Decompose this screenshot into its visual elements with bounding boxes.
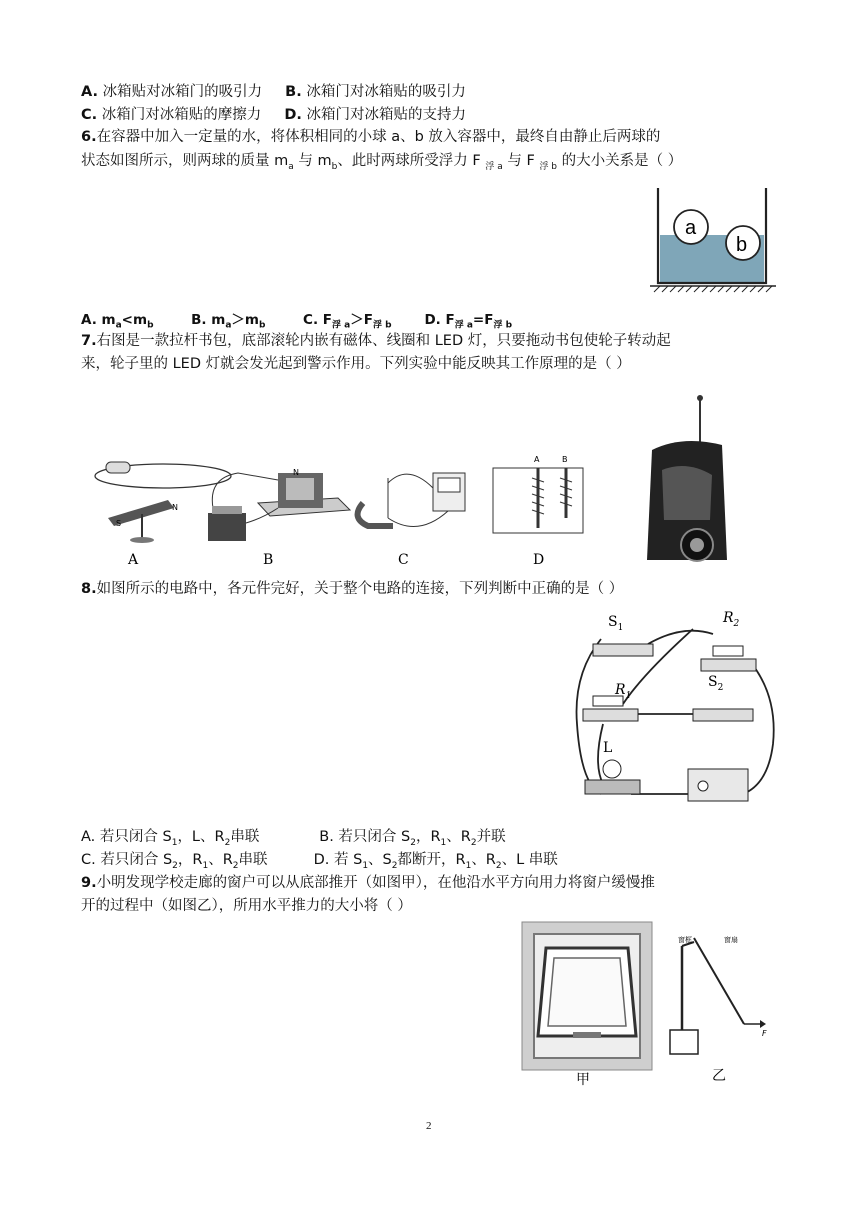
r2-label: $R_2$ — [723, 610, 740, 629]
experiment-c — [358, 473, 465, 568]
ground-hatch — [654, 286, 772, 292]
switch-s2 — [693, 709, 753, 721]
svg-text:D: D — [533, 552, 545, 568]
lamp-base — [585, 780, 640, 794]
window-sash-line — [694, 938, 744, 1024]
q7-experiments-figure — [88, 448, 618, 570]
q9-stem-line2: 开的过程中（如图乙），所用水平推力的大小将（ ） — [81, 898, 412, 914]
ball-a-label: a — [685, 217, 697, 239]
q7-stem-line2: 来，轮子里的 LED 灯就会发光起到警示作用。下列实验中能反映其工作原理的是（ ） — [81, 356, 631, 372]
switch-s1 — [593, 644, 653, 656]
svg-text:B: B — [263, 552, 274, 568]
q7-stem-line1: 7.右图是一款拉杆书包，底部滚轮内嵌有磁体、线圈和 LED 灯，只要拖动书包使轮子转动起 — [81, 333, 671, 349]
lamp-bulb — [603, 760, 621, 778]
svg-text:C: C — [398, 552, 409, 568]
resistor-r1 — [583, 709, 638, 721]
fig-yi-label: 乙 — [712, 1068, 726, 1084]
svg-text:A: A — [128, 552, 139, 568]
frame-label: 窗框 — [678, 936, 692, 944]
q8-options-row2: C. 若只闭合 $S_2$，$R_1$、$R_2$串联 D. 若 $S_1$、$S_2$都断开，$R_1$、$R_2$、L 串联 — [81, 852, 558, 871]
resistor-r2 — [701, 659, 756, 671]
q5-options-row2: C. 冰箱门对冰箱贴的摩擦力 D. 冰箱门对冰箱贴的支持力 — [81, 107, 466, 123]
q9-window-photo — [518, 918, 658, 1090]
q6-container-figure — [648, 180, 778, 298]
lamp-label: L — [603, 740, 613, 756]
s2-label: $S_2$ — [708, 674, 724, 693]
q7-backpack-photo — [632, 390, 737, 570]
q9-window-diagram — [660, 928, 775, 1088]
experiment-b — [208, 468, 350, 568]
q9-stem-line1: 9.小明发现学校走廊的窗户可以从底部推开（如图甲），在他沿水平方向用力将窗户缓慢推 — [81, 875, 655, 891]
s1-label: $S_1$ — [608, 614, 624, 633]
q8-circuit-figure — [563, 604, 783, 816]
page-number: 2 — [426, 1120, 432, 1132]
force-label: F — [762, 1029, 767, 1038]
svg-text:A: A — [534, 455, 540, 464]
q8-stem: 8.如图所示的电路中，各元件完好，关于整个电路的连接，下列判断中正确的是（ ） — [81, 581, 624, 597]
q6-stem-line2: 状态如图所示，则两球的质量 $m_a$ 与 $m_b$、此时两球所受浮力 F $_{浮 a}$ 与 F $_{浮 b}$ 的大小关系是（ ） — [81, 153, 683, 172]
experiment-d — [493, 455, 583, 568]
q6-stem-line1: 6.在容器中加入一定量的水，将体积相同的小球 a、b 放入容器中，最终自由静止后两球的 — [81, 129, 661, 145]
sash-label: 窗扇 — [724, 936, 738, 944]
ball-b-label: b — [736, 234, 748, 256]
svg-text:N: N — [172, 503, 178, 512]
q6-options: A. $m_a<m_b$ B. $m_a>m_b$ C. $F_{浮 a}>F_{浮 b}$ D. $F_{浮 a}=F_{浮 b}$ — [81, 312, 513, 331]
power-supply — [688, 769, 748, 801]
r1-label: $R_1$ — [615, 682, 632, 701]
svg-text:B: B — [562, 455, 568, 464]
q5-options-row1: A. 冰箱贴对冰箱门的吸引力 B. 冰箱门对冰箱贴的吸引力 — [81, 84, 466, 100]
q8-options-row1: A. 若只闭合 $S_1$，L、$R_2$串联 B. 若只闭合 $S_2$，$R_1$、$R_2$并联 — [81, 829, 506, 848]
svg-text:N: N — [293, 468, 299, 477]
fig-jia-label: 甲 — [576, 1072, 590, 1088]
svg-text:S: S — [116, 519, 122, 528]
